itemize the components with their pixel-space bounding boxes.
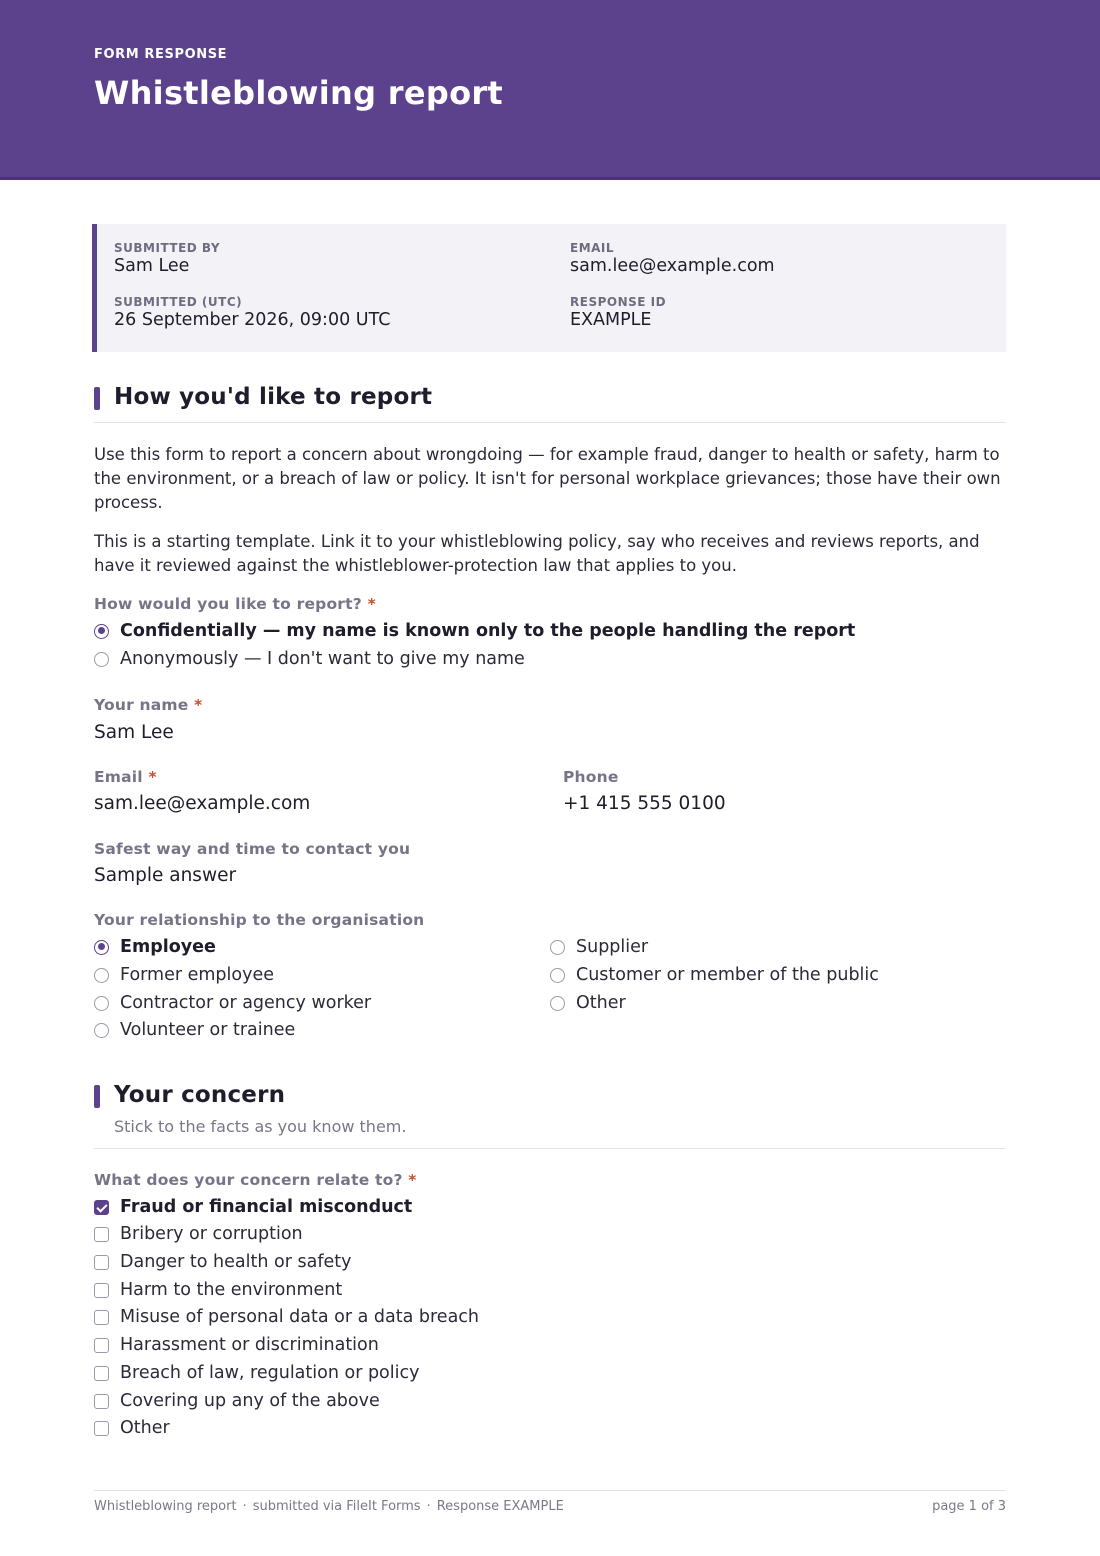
section-your-concern-header xyxy=(94,1082,1006,1149)
radio-option-confidentially[interactable] xyxy=(94,619,855,643)
option-label: Fraud or financial misconduct xyxy=(120,1197,413,1217)
footer-separator: · xyxy=(242,1499,247,1514)
footer-left xyxy=(94,1499,564,1514)
radio-option-volunteer[interactable] xyxy=(94,1018,295,1042)
your-name-question xyxy=(94,696,202,714)
checkbox-empty-icon[interactable] xyxy=(94,1421,109,1436)
radio-empty-icon[interactable] xyxy=(94,996,109,1011)
radio-option-anonymously[interactable] xyxy=(94,647,525,671)
option-label: Contractor or agency worker xyxy=(120,993,372,1013)
option-label: Confidentially — my name is known only to the people handling the report xyxy=(120,621,856,641)
option-label: Breach of law, regulation or policy xyxy=(120,1363,420,1383)
checkbox-option-breach-of-law[interactable] xyxy=(94,1361,419,1385)
meta-email-label: EMAIL xyxy=(570,241,615,255)
intro-paragraph-1: Use this form to report a concern about wrongdoing — for example fraud, danger to health or safety, harm to the environment, or a breach of law or policy. It isn't for personal workplace grievances; those have their own process. xyxy=(94,445,1001,512)
phone-question: Phone xyxy=(563,768,619,786)
radio-empty-icon[interactable] xyxy=(550,996,565,1011)
option-label: Bribery or corruption xyxy=(120,1224,303,1244)
submitted-by-label: SUBMITTED BY xyxy=(114,241,221,255)
option-label: Volunteer or trainee xyxy=(120,1020,296,1040)
relationship-question: Your relationship to the organisation xyxy=(94,911,425,929)
checkbox-option-harassment[interactable] xyxy=(94,1333,379,1357)
radio-selected-icon[interactable] xyxy=(94,624,109,639)
submitted-by-value: Sam Lee xyxy=(114,256,190,276)
footer-form-name: Whistleblowing report xyxy=(94,1499,237,1514)
radio-option-employee[interactable] xyxy=(94,935,216,959)
response-id-value: EXAMPLE xyxy=(570,310,652,330)
section-title: How you'd like to report xyxy=(114,384,433,410)
option-label: Misuse of personal data or a data breach xyxy=(120,1307,480,1327)
radio-empty-icon[interactable] xyxy=(94,652,109,667)
radio-option-supplier[interactable] xyxy=(550,935,648,959)
header-banner xyxy=(0,0,1100,180)
option-label: Anonymously — I don't want to give my name xyxy=(120,649,525,669)
radio-empty-icon[interactable] xyxy=(94,1023,109,1038)
question-text: Your name xyxy=(94,696,189,714)
email-question xyxy=(94,768,157,786)
concern-relates-question xyxy=(94,1171,417,1189)
required-marker: * xyxy=(367,595,376,613)
radio-option-former-employee[interactable] xyxy=(94,963,274,987)
footer-separator: · xyxy=(426,1499,431,1514)
option-label: Employee xyxy=(120,937,216,957)
option-label: Covering up any of the above xyxy=(120,1391,380,1411)
checkbox-option-fraud[interactable] xyxy=(94,1195,412,1219)
radio-option-customer[interactable] xyxy=(550,963,879,987)
checkbox-option-environment[interactable] xyxy=(94,1278,342,1302)
meta-email-field xyxy=(570,241,775,276)
checkbox-empty-icon[interactable] xyxy=(94,1227,109,1242)
submitted-utc-label: SUBMITTED (UTC) xyxy=(114,295,243,309)
form-response-kicker: FORM RESPONSE xyxy=(94,47,228,62)
checkbox-empty-icon[interactable] xyxy=(94,1338,109,1353)
response-id-field xyxy=(570,295,666,330)
radio-empty-icon[interactable] xyxy=(94,968,109,983)
radio-selected-icon[interactable] xyxy=(94,940,109,955)
contact-answer: Sample answer xyxy=(94,865,237,886)
your-name-answer: Sam Lee xyxy=(94,722,174,743)
checkbox-option-other[interactable] xyxy=(94,1416,170,1440)
option-label: Supplier xyxy=(576,937,649,957)
response-id-label: RESPONSE ID xyxy=(570,295,667,309)
radio-option-contractor[interactable] xyxy=(94,991,371,1015)
required-marker: * xyxy=(194,696,203,714)
contact-question: Safest way and time to contact you xyxy=(94,840,411,858)
report-method-question xyxy=(94,595,376,613)
checkbox-empty-icon[interactable] xyxy=(94,1394,109,1409)
checkbox-option-personal-data[interactable] xyxy=(94,1305,479,1329)
section-accent-bar xyxy=(94,1085,100,1108)
radio-option-other[interactable] xyxy=(550,991,626,1015)
section-title: Your concern xyxy=(114,1082,286,1108)
option-label: Customer or member of the public xyxy=(576,965,879,985)
footer-via: submitted via FileIt Forms xyxy=(252,1499,421,1514)
footer-page-number: page 1 of 3 xyxy=(932,1499,1006,1514)
page-footer xyxy=(94,1490,1006,1514)
checkbox-empty-icon[interactable] xyxy=(94,1310,109,1325)
option-label: Other xyxy=(120,1418,170,1438)
checkbox-empty-icon[interactable] xyxy=(94,1283,109,1298)
question-text: Email xyxy=(94,768,143,786)
submitted-utc-value: 26 September 2026, 09:00 UTC xyxy=(114,310,391,330)
checkbox-option-health-safety[interactable] xyxy=(94,1250,351,1274)
submitted-utc-field xyxy=(114,295,390,330)
section-how-to-report-header xyxy=(94,384,1006,423)
required-marker: * xyxy=(148,768,157,786)
required-marker: * xyxy=(408,1171,417,1189)
option-label: Former employee xyxy=(120,965,274,985)
option-label: Harassment or discrimination xyxy=(120,1335,379,1355)
email-answer: sam.lee@example.com xyxy=(94,793,311,814)
checkbox-empty-icon[interactable] xyxy=(94,1255,109,1270)
checkbox-option-bribery[interactable] xyxy=(94,1222,303,1246)
page-title: Whistleblowing report xyxy=(94,74,504,112)
option-label: Danger to health or safety xyxy=(120,1252,352,1272)
submission-meta-panel xyxy=(92,224,1006,352)
submitted-by-field xyxy=(114,241,220,276)
section-subtitle: Stick to the facts as you know them. xyxy=(114,1117,407,1136)
checkbox-empty-icon[interactable] xyxy=(94,1366,109,1381)
checkbox-option-cover-up[interactable] xyxy=(94,1389,380,1413)
checkbox-checked-icon[interactable] xyxy=(94,1200,109,1215)
meta-email-value: sam.lee@example.com xyxy=(570,256,775,276)
section-accent-bar xyxy=(94,387,100,410)
question-text: How would you like to report? xyxy=(94,595,362,613)
radio-empty-icon[interactable] xyxy=(550,940,565,955)
intro-paragraph-2: This is a starting template. Link it to your whistleblowing policy, say who receives and reviews reports, and have it reviewed against the whistleblower-protection law that applies to you. xyxy=(94,532,980,575)
radio-empty-icon[interactable] xyxy=(550,968,565,983)
option-label: Other xyxy=(576,993,626,1013)
option-label: Harm to the environment xyxy=(120,1280,343,1300)
footer-response: Response EXAMPLE xyxy=(436,1499,564,1514)
phone-answer: +1 415 555 0100 xyxy=(563,793,726,814)
question-text: What does your concern relate to? xyxy=(94,1171,403,1189)
